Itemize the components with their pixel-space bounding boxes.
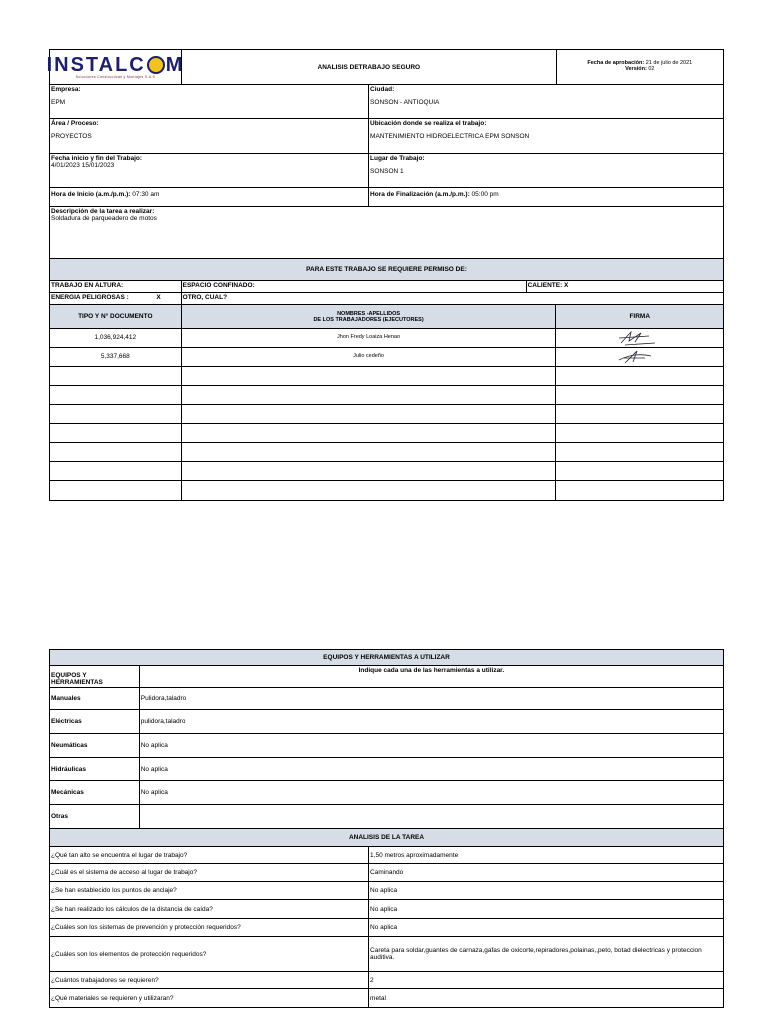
- worker-doc: [50, 386, 182, 404]
- analisis-answer: Caminando: [370, 869, 404, 876]
- logo-tagline: Soluciones Constructivas y Montajes S.A.S: [75, 75, 156, 79]
- hora-fin-label: Hora de Finalización (a.m./p.m.):: [370, 191, 470, 198]
- version-label: Versión:: [625, 66, 647, 72]
- analisis-answer: metal: [370, 994, 386, 1002]
- worker-name: [182, 405, 557, 423]
- table-row: [50, 443, 723, 462]
- signature-icon: [615, 348, 665, 366]
- row-empresa: [50, 85, 723, 119]
- table-row: [50, 348, 723, 367]
- equipo-value: Pulidora,taladro: [140, 695, 187, 702]
- company-logo: [46, 50, 185, 84]
- worker-name: Julio cedeño: [182, 348, 557, 366]
- table-row: [50, 781, 723, 805]
- table-row: [50, 847, 723, 864]
- permiso-header: [50, 259, 723, 281]
- equipo-label: Neumáticas: [50, 734, 140, 757]
- permiso-row-1: [50, 281, 723, 293]
- analisis-title: ANALISIS DE LA TAREA: [348, 834, 425, 841]
- worker-name: Jhon Fredy Loaiza Henao: [182, 329, 557, 347]
- equipo-label: Otras: [50, 805, 140, 828]
- analisis-question: ¿Qué tan alto se encuentra el lugar de trabajo?: [50, 847, 369, 863]
- equipo-value: No aplica: [140, 742, 168, 749]
- table-row: [50, 424, 723, 443]
- descripcion-value: Soldadura de parqueadero de motos: [51, 215, 157, 222]
- hora-inicio-value: 07:30 am: [132, 191, 160, 198]
- worker-signature: [556, 481, 723, 500]
- analisis-answer: Careta para soldar,guantes de carnaza,gafas de oxicorte,repiradores,polainas,,peto, botad dielectricas y proteccion auditiva.: [370, 947, 702, 961]
- table-row: [50, 367, 723, 386]
- logo-text-right: M: [165, 54, 185, 76]
- equipos-header: [50, 650, 723, 666]
- ats-form-top: [46, 49, 724, 501]
- permiso-altura: TRABAJO EN ALTURA:: [50, 281, 182, 292]
- equipo-value: pulidora,taladro: [140, 718, 186, 725]
- col-names-header-1: NOMBRES -APELLIDOS: [337, 310, 401, 317]
- permiso-row-2: [50, 293, 723, 305]
- analisis-answer: No aplica: [370, 905, 398, 913]
- analisis-answer: 1,50 metros aproximadamente: [370, 851, 459, 859]
- hora-inicio-label: Hora de Inicio (a.m./p.m.):: [51, 191, 131, 198]
- ubicacion-value: MANTENIMIENTO HIDROELECTRICA EPM SONSON: [370, 133, 530, 140]
- equipos-col-right: Indique cada una de las herramientas a utilizar.: [358, 667, 505, 674]
- equipos-col-left: EQUIPOS Y HERRAMIENTAS: [50, 666, 140, 687]
- approval-value: 21 de julio de 2021: [645, 60, 693, 66]
- table-row: [50, 937, 723, 972]
- table-row: [50, 972, 723, 989]
- worker-signature: [556, 348, 723, 366]
- row-fecha: [50, 154, 723, 188]
- worker-doc: [50, 481, 182, 500]
- ciudad-label: Ciudad:: [370, 86, 395, 93]
- analisis-question: ¿Se han establecido los puntos de anclaje?: [50, 882, 369, 899]
- version-value: 02: [648, 66, 655, 72]
- table-row: [50, 688, 723, 710]
- equipos-subheader: [50, 666, 723, 688]
- worker-name: [182, 481, 557, 500]
- form-title: ANALISIS DETRABAJO SEGURO: [182, 50, 557, 84]
- analisis-question: ¿Cuáles son los elementos de protección requeridos?: [50, 937, 369, 971]
- worker-doc: 5,337,668: [50, 348, 182, 366]
- table-row: [50, 900, 723, 919]
- empresa-label: Empresa:: [51, 86, 81, 93]
- worker-doc: [50, 462, 182, 480]
- equipo-value: No aplica: [140, 765, 168, 773]
- hora-fin-value: 05:00 pm: [471, 191, 499, 198]
- worker-doc: [50, 405, 182, 423]
- equipo-label: Eléctricas: [50, 710, 140, 733]
- analisis-question: ¿Cuál es el sistema de acceso al lugar de trabajo?: [50, 864, 369, 881]
- row-descripcion: [50, 207, 723, 259]
- lugar-label: Lugar de Trabajo:: [370, 155, 425, 162]
- fecha-value: 4/01/2023 15/01/2023: [51, 162, 115, 169]
- permiso-confinado: ESPACIO CONFINADO:: [182, 281, 527, 292]
- logo-text-left: INSTALC: [46, 54, 146, 76]
- table-row: [50, 734, 723, 758]
- table-row: [50, 882, 723, 900]
- worker-name: [182, 424, 557, 442]
- worker-doc: [50, 443, 182, 461]
- permiso-title: PARA ESTE TRABAJO SE REQUIERE PERMISO DE:: [306, 266, 467, 273]
- equipo-label: Mecánicas: [50, 781, 140, 804]
- approval-box: [557, 50, 723, 84]
- equipo-value: [140, 805, 723, 828]
- analisis-answer: 2: [370, 976, 374, 984]
- equipo-value: No aplica: [140, 789, 168, 796]
- table-row: [50, 864, 723, 882]
- analisis-header: [50, 829, 723, 847]
- permiso-energia: ENERGIA PELIGROSAS :: [51, 294, 129, 301]
- worker-name: [182, 443, 557, 461]
- table-row: [50, 919, 723, 937]
- lugar-value: SONSON 1: [370, 168, 404, 175]
- col-names-header-2: DE LOS TRABAJADORES (EJECUTORES): [313, 316, 424, 323]
- permiso-energia-mark: X: [156, 294, 161, 301]
- empresa-value: EPM: [51, 99, 66, 106]
- worker-doc: [50, 424, 182, 442]
- worker-name: [182, 367, 557, 385]
- area-value: PROYECTOS: [51, 133, 92, 140]
- row-hora: [50, 188, 723, 207]
- analisis-question: ¿Cuántos trabajadores se requieren?: [50, 972, 369, 988]
- permiso-caliente: CALIENTE: X: [527, 282, 569, 289]
- worker-name: [182, 386, 557, 404]
- ciudad-value: SONSON - ANTIOQUIA: [370, 99, 440, 106]
- equipo-label: Hidráulicas: [50, 758, 140, 780]
- analisis-answer: No aplica: [370, 887, 398, 894]
- worker-signature: [556, 386, 723, 404]
- table-row: [50, 758, 723, 781]
- signature-icon: [615, 329, 665, 347]
- worker-signature: [556, 405, 723, 423]
- analisis-question: ¿Se han realizado los cálculos de la distancia de caída?: [50, 900, 369, 918]
- row-area: [50, 119, 723, 154]
- worker-signature: [556, 329, 723, 347]
- worker-signature: [556, 367, 723, 385]
- table-row: [50, 710, 723, 734]
- workers-header: [50, 305, 723, 329]
- ats-form-bottom: [49, 649, 724, 1008]
- table-row: [50, 329, 723, 348]
- analisis-question: ¿Cuáles son los sistemas de prevención y protección requeridos?: [50, 919, 369, 936]
- worker-signature: [556, 424, 723, 442]
- approval-label: Fecha de aprobación:: [587, 60, 645, 66]
- worker-doc: 1,036,924,412: [50, 329, 182, 347]
- ubicacion-label: Ubicación donde se realiza el trabajo:: [370, 120, 487, 127]
- table-row: [50, 481, 723, 500]
- col-doc-header: TIPO Y N° DOCUMENTO: [50, 305, 182, 328]
- col-firma-header: FIRMA: [629, 313, 651, 320]
- table-row: [50, 989, 723, 1007]
- worker-doc: [50, 367, 182, 385]
- table-row: [50, 386, 723, 405]
- analisis-answer: No aplica: [370, 924, 398, 931]
- fecha-label: Fecha inicio y fin del Trabajo:: [51, 155, 143, 162]
- table-row: [50, 805, 723, 829]
- permiso-otro: OTRO, CUAL?: [182, 294, 228, 301]
- worker-signature: [556, 443, 723, 461]
- area-label: Área / Proceso:: [51, 120, 99, 127]
- equipo-label: Manuales: [50, 688, 140, 709]
- gear-icon: [147, 56, 165, 74]
- worker-signature: [556, 462, 723, 480]
- equipos-title: EQUIPOS Y HERRAMIENTAS A UTILIZAR: [323, 654, 450, 661]
- descripcion-label: Descripción de la tarea a realizar:: [51, 208, 155, 215]
- analisis-question: ¿Qué materiales se requieren y utilizaran?: [50, 989, 369, 1007]
- form-header: [46, 50, 723, 85]
- table-row: [50, 405, 723, 424]
- worker-name: [182, 462, 557, 480]
- table-row: [50, 462, 723, 481]
